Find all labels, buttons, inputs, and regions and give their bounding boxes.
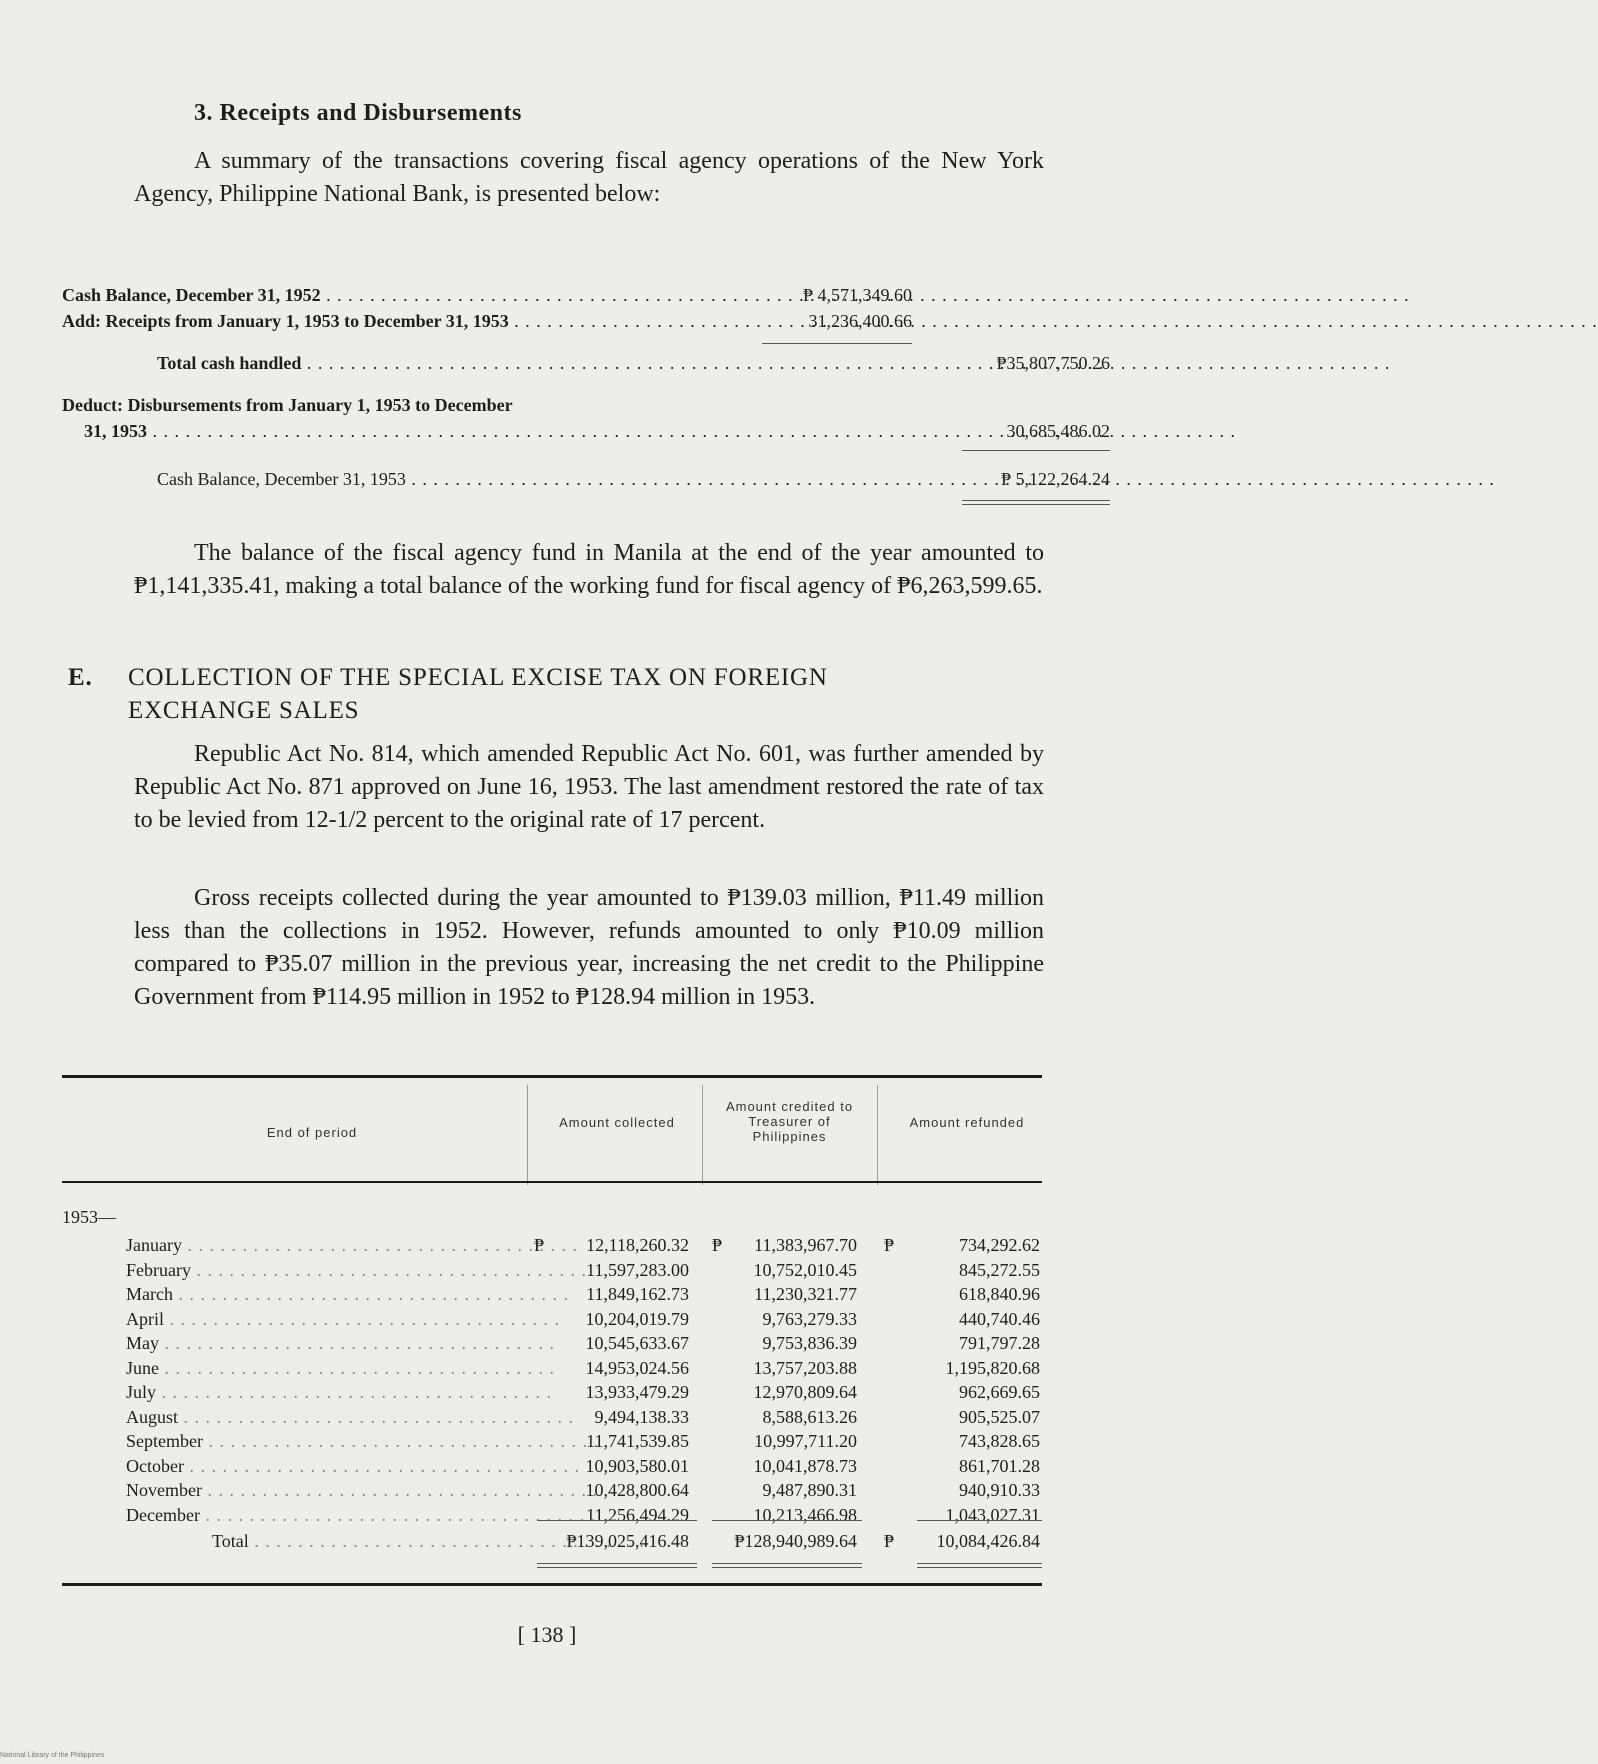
cash-amount: 30,685,486.02 (1006, 421, 1110, 441)
amount-collected: 11,597,283.00 (586, 1259, 689, 1280)
amount-refunded: 1,043,027.31 (945, 1504, 1040, 1525)
subtotal-rule (762, 343, 912, 344)
intro-paragraph: A summary of the transactions covering fiscal agency operations of the New York Agency, Philippine National Bank, is presented below: (134, 148, 1044, 207)
amount-refunded: 861,701.28 (959, 1455, 1040, 1476)
table-row (62, 1333, 1042, 1357)
republic-act-paragraph: Republic Act No. 814, which amended Republic Act No. 601, was further amended by Republic Act No. 871 approved on June 16, 1953. The last amendment restored the rate of tax to be levied from 12-1/2 percent to the original rate of 17 percent. (134, 741, 1044, 833)
table-row (62, 1358, 1042, 1382)
table-bottom-rule (62, 1583, 1042, 1586)
month-name: July . . . (126, 1382, 526, 1403)
amount-collected: 11,256,494.29 (586, 1504, 689, 1525)
month-name: May . . . (126, 1333, 526, 1354)
month-name: January . . . (126, 1235, 526, 1256)
amount-credited: 11,230,321.77 (754, 1284, 857, 1304)
amount-collected: 11,849,162.73 (586, 1284, 689, 1304)
table-row (62, 1456, 1042, 1480)
amount-credited: 13,757,203.88 (753, 1357, 857, 1378)
amount-credited: 12,970,809.64 (753, 1382, 857, 1402)
balance-paragraph: The balance of the fiscal agency fund in Manila at the end of the year amounted to ₱1,141,335.41, making a total balance of the working fund for fiscal agency of ₱6,263,599.65. (134, 540, 1044, 599)
amount-refunded: 618,840.96 (959, 1284, 1040, 1304)
amount-collected: 10,204,019.79 (585, 1308, 689, 1329)
cash-amount: ₱35,807,750.26 (996, 353, 1110, 373)
month-name: November . . . (126, 1480, 526, 1501)
amount-credited: 11,383,967.70 (754, 1235, 857, 1255)
amount-refunded: 743,828.65 (959, 1431, 1040, 1451)
section-heading-excise: E. COLLECTION OF THE SPECIAL EXCISE TAX ON FOREIGN EXCHANGE SALES (68, 664, 828, 724)
gross-receipts-paragraph: Gross receipts collected during the year amounted to ₱139.03 million, ₱11.49 million less than the collections in 1952. However, refunds amounted to only ₱10.09 million compared to ₱35.07 million in the previous year, increasing the net credit to the Philippine Government from ₱114.95 million in 1952 to ₱128.94 million in 1953. (134, 885, 1044, 1010)
amount-credited: 10,213,466.98 (753, 1504, 857, 1525)
header-bottom-rule (62, 1181, 1042, 1183)
amount-credited: 9,487,890.31 (762, 1480, 857, 1500)
peso-sign: ₱ (884, 1235, 895, 1255)
total-credited: ₱128,940,989.64 (734, 1531, 857, 1551)
footer-source: National Library of the Philippines (0, 1752, 105, 1759)
header-credited: Amount credited to Treasurer of Philippines (725, 1099, 854, 1144)
table-row (62, 1382, 1042, 1406)
amount-refunded: 962,669.65 (959, 1382, 1040, 1402)
amount-collected: 14,953,024.56 (585, 1357, 689, 1378)
amount-credited: 8,588,613.26 (762, 1406, 857, 1427)
amount-collected: 13,933,479.29 (585, 1382, 689, 1402)
table-row (62, 1480, 1042, 1504)
header-collected: Amount collected (559, 1115, 675, 1130)
month-name: August . . . (126, 1407, 526, 1428)
amount-collected: 9,494,138.33 (594, 1406, 689, 1427)
amount-refunded: 734,292.62 (959, 1235, 1040, 1255)
amount-collected: 10,428,800.64 (585, 1480, 689, 1500)
cash-amount: 31,236,400.66 (808, 311, 912, 331)
table-row (62, 1260, 1042, 1284)
double-rule (962, 500, 1110, 501)
amount-credited: 9,753,836.39 (762, 1333, 857, 1353)
amount-collected: 12,118,260.32 (586, 1235, 689, 1255)
total-collected: ₱139,025,416.48 (566, 1531, 689, 1551)
month-name: September . . . (126, 1431, 526, 1452)
amount-credited: 10,752,010.45 (753, 1259, 857, 1280)
peso-sign: ₱ (712, 1235, 723, 1255)
table-row (62, 1309, 1042, 1333)
header-refunded: Amount refunded (909, 1115, 1025, 1130)
month-name: June . . . (126, 1358, 526, 1379)
cash-amount: ₱ 5,122,264.24 (1000, 469, 1110, 489)
table-row (62, 1284, 1042, 1308)
amount-refunded: 845,272.55 (959, 1259, 1040, 1280)
table-row (62, 1505, 1042, 1529)
month-name: April . . . (126, 1309, 526, 1330)
table-row (62, 1431, 1042, 1455)
amount-credited: 10,997,711.20 (754, 1431, 857, 1451)
amount-refunded: 1,195,820.68 (945, 1357, 1040, 1378)
peso-sign: ₱ (534, 1235, 545, 1255)
month-name: December . . . (126, 1505, 526, 1526)
amount-collected: 10,545,633.67 (585, 1333, 689, 1353)
amount-collected: 11,741,539.85 (586, 1431, 689, 1451)
cash-amount: ₱ 4,571,349.60 (802, 285, 912, 305)
total-refunded: 10,084,426.84 (936, 1531, 1040, 1551)
table-top-rule (62, 1075, 1042, 1078)
amount-collected: 10,903,580.01 (585, 1455, 689, 1476)
amount-refunded: 905,525.07 (959, 1406, 1040, 1427)
double-rule (962, 504, 1110, 505)
table-row (62, 1235, 1042, 1259)
month-name: October . . . (126, 1456, 526, 1477)
amount-credited: 10,041,878.73 (753, 1455, 857, 1476)
month-name: March . . . (126, 1284, 526, 1305)
total-row: Total . . . ₱139,025,416.48 ₱128,940,989.64 ₱ 10,084,426.84 (62, 1531, 1042, 1555)
section-heading-receipts: 3. Receipts and Disbursements (194, 100, 522, 126)
document-page: 3. Receipts and Disbursements A summary of the transactions covering fiscal agency operations of the New York Agency, Philippine National Bank, is presented below: Cash Balance, December 31, 1952 . . . ₱ 4,571,349.60 Add: Receipts from January 1, 1953 to December 31, 1953 . . . 31,236,400.66 Total cash handled . . . ₱35,807,750.26 Deduct: Disbursements from January 1, 1953 to December 31, 1953 . . . 30,685,486.02 Cash Balance, December 31, 1953 . . . ₱ 5,122,264.24 The balance of the fiscal agency fund in Manila at the end of the year amounted to ₱1,141,335.41, making a total balance of the working fund for fiscal agency of ₱6,263,599.65. E. COLLECTION OF THE SPECIAL EXCISE TAX ON FOREIGN EXCHANGE SALES Republic Act No. 814, which amended Republic Act No. 601, was further amended by Republic Act No. 871 approved on June 16, 1953. The last amendment restored the rate of tax to be levied from 12-1/2 percent to the original rate of 17 percent. Gross receipts collected during the year amounted to ₱139.03 million, ₱11.49 million less than the collections in 1952. However, refunds amounted to only ₱10.09 million compared to ₱35.07 million in the previous year, increasing the net credit to the Philippine Government from ₱114.95 million in 1952 to ₱128.94 million in 1953. End of period Amount collected Amount credited to Treasurer of Philippines Amount refunded 1953— January . . . ₱ ₱ ₱ 12,118,260.32 11,383,967.70 734,292.62 February . . . 11,597,283.00 10,752,010.45 845,272.55 March . . . 11,849,162.73 11,230,321.77 618,840.96 April . . . 10,204,019.79 9,763,279.33 440,740.46 May . . . 10,545,633.67 9,753,836.39 791,797.28 June . . . 14,953,024.56 13,757,203.88 1,195,820.68 July . . . 13,933,479.29 12,970,809.64 962,669.65 August . . . 9,494,138.33 8,588,613.26 905,525.07 September . . . 11,741,539.85 10,997,711.20 743,828.65 October . . . 10,903,580.01 10,041,878.73 861,701.28 November . . . 10,428,800.64 9,487,890.31 940,910.33 December . . . 11,256,494.29 10,213,466.98 1,043,027.31 Total . . . ₱139,025,416.48 ₱128,940,989.64 ₱ 10,084,426.84 [ 138 ] National Library of the Philippines (0, 0, 1094, 1764)
year-label: 1953— (62, 1207, 116, 1227)
page-number: [ 138 ] (517, 1622, 577, 1647)
amount-refunded: 940,910.33 (959, 1480, 1040, 1500)
amount-refunded: 440,740.46 (959, 1308, 1040, 1329)
table-row (62, 1407, 1042, 1431)
header-period: End of period (266, 1125, 358, 1140)
subtotal-rule (962, 450, 1110, 451)
amount-credited: 9,763,279.33 (762, 1308, 857, 1329)
amount-refunded: 791,797.28 (959, 1333, 1040, 1353)
month-name: February . . . (126, 1260, 526, 1281)
